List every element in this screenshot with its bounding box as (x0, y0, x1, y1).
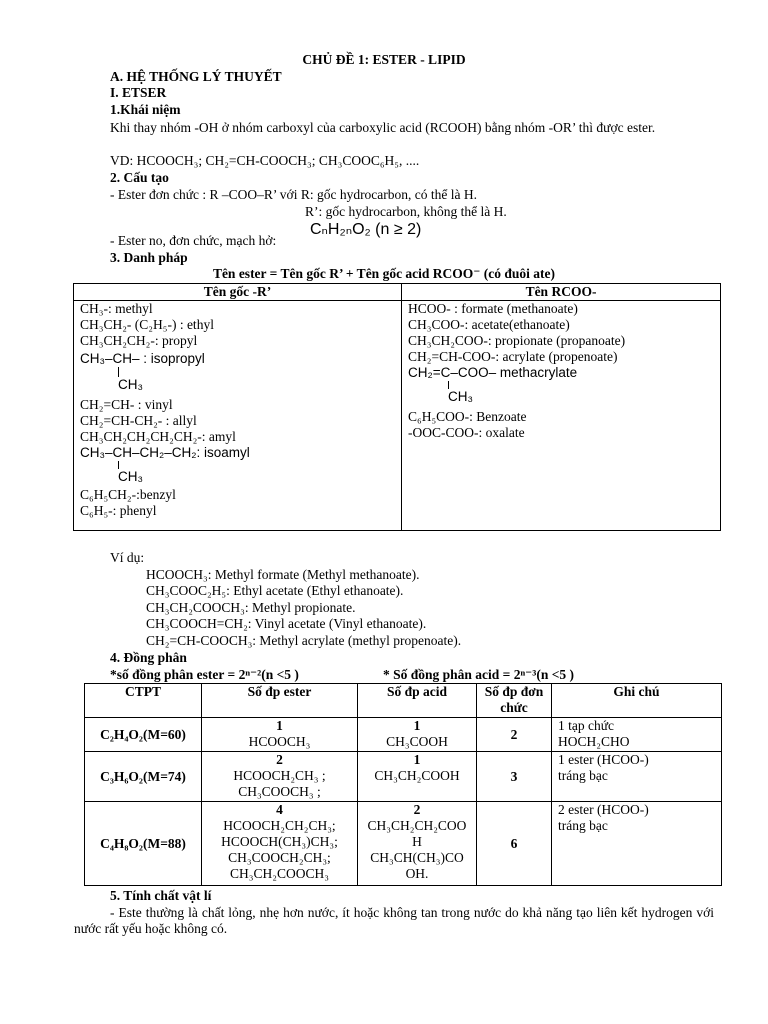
table-row (85, 718, 722, 752)
naming-rule: Tên ester = Tên gốc R’ + Tên gốc acid RCOO⁻ (có đuôi ate) (212, 266, 556, 281)
list-item-branch (80, 461, 395, 469)
cell-line: CH₃COOCH₂CH₃; (228, 850, 331, 865)
table-cell: C₂H₄O₂(M=60) (85, 718, 202, 752)
list-item: -OOC-COO-: oxalate (408, 425, 525, 440)
table-cell (552, 718, 722, 752)
vidu-label: Ví dụ: (110, 550, 145, 565)
cell-line: 2 (413, 802, 421, 817)
col-acid: Số đp acid (358, 684, 477, 718)
list-item: CH₃–CH– : isopropyl (80, 351, 205, 366)
list-item: CH₃CH₂CH₂-: propyl (80, 333, 198, 348)
cell-line: CH₃COOCH₃ ; (238, 784, 321, 799)
table-cell (202, 718, 358, 752)
list-item: CH₃–CH–CH₂–CH₂: isoamyl (80, 445, 250, 460)
heading-cau-tao: 2. Cấu tạo (110, 170, 169, 185)
example-line: VD: HCOOCH₃; CH₂=CH-COOCH₃; CH₃COOC₆H₅, .... (110, 153, 420, 168)
table-row (85, 752, 722, 802)
naming-table (73, 283, 721, 531)
cell-line: OH. (405, 866, 429, 881)
naming-head-right: Tên RCOO- (402, 284, 721, 301)
list-item: C₆H₅COO-: Benzoate (408, 409, 527, 424)
table-cell: 6 (477, 802, 552, 886)
cell-line: 1 (413, 718, 421, 733)
list-item: CH₂=C–COO– methacrylate (408, 365, 578, 380)
cell-line: HCOOCH₂CH₃ ; (233, 768, 326, 783)
list-item: HCOO- : formate (methanoate) (408, 301, 578, 316)
table-cell: C₃H₆O₂(M=74) (85, 752, 202, 802)
rcoo-names (402, 301, 721, 531)
list-item: C₆H₅-: phenyl (80, 503, 157, 518)
cell-line: CH₃CH₂CH₂COO (367, 818, 467, 833)
list-item: CH₃-: methyl (80, 301, 153, 316)
list-item: CH₃CH₂CH₂CH₂CH₂-: amyl (80, 429, 236, 444)
heading-khai-niem: 1.Khái niệm (110, 102, 181, 117)
cell-line: HOCH₂CHO (558, 734, 630, 749)
cell-line: 1 tạp chức (558, 718, 615, 733)
col-don-chuc: Số đp đơn chức (477, 684, 552, 718)
definition-paragraph: Khi thay nhóm -OH ở nhóm carboxyl của carboxylic acid (RCOOH) bằng nhóm -OR’ thì được ester. (110, 120, 656, 135)
table-cell (202, 752, 358, 802)
cell-line: CH₃COOH (386, 734, 448, 749)
naming-head-left: Tên gốc -R’ (74, 284, 402, 301)
list-item: C₆H₅CH₂-:benzyl (80, 487, 176, 502)
cell-line: CH₃CH₂COOH (374, 768, 460, 783)
structure-line-1: - Ester đơn chức : R –COO–R’ với R: gốc hydrocarbon, có thể là H. (110, 187, 478, 202)
vidu-item: CH₃COOC₂H₅: Ethyl acetate (Ethyl ethanoate). (146, 583, 404, 598)
table-cell (552, 802, 722, 886)
table-cell: 3 (477, 752, 552, 802)
list-item: CH₃CH₂- (C₂H₅-) : ethyl (80, 317, 214, 332)
cell-line: 1 (413, 752, 421, 767)
col-ghi-chu: Ghi chú (552, 684, 722, 718)
cell-line: CH₃CH(CH₃)CO (370, 850, 464, 865)
table-cell (552, 752, 722, 802)
cell-line: 2 ester (HCOO-) (558, 802, 649, 817)
cell-line: 1 (276, 718, 283, 733)
cell-line: H (412, 834, 422, 849)
col-ester: Số đp ester (202, 684, 358, 718)
physical-properties-paragraph: - Este thường là chất lỏng, nhẹ hơn nước, ít hoặc không tan trong nước do khả năng tạo liên kết hydrogen với nước rất yếu hoặc không có. (74, 905, 714, 936)
list-item-branch (80, 367, 395, 377)
heading-dong-phan: 4. Đồng phân (110, 650, 187, 665)
list-item: CH₂=CH-COO-: acrylate (propenoate) (408, 349, 618, 364)
table-cell: 2 (477, 718, 552, 752)
col-ctpt: CTPT (85, 684, 202, 718)
vidu-item: CH₃CH₂COOCH₃: Methyl propionate. (146, 600, 356, 615)
cell-line: 1 ester (HCOO-) (558, 752, 649, 767)
section-i-heading: I. ETSER (110, 85, 167, 100)
structure-line-2: R’: gốc hydrocarbon, không thể là H. (305, 204, 507, 219)
list-item: CH₃ (118, 469, 143, 484)
general-formula: CₙH₂ₙO₂ (n ≥ 2) (310, 221, 422, 238)
list-item: CH₂=CH-CH₂- : allyl (80, 413, 197, 428)
list-item: CH₃CH₂COO-: propionate (propanoate) (408, 333, 626, 348)
table-cell (358, 752, 477, 802)
list-item: CH₃COO-: acetate(ethanoate) (408, 317, 570, 332)
section-a-heading: A. HỆ THỐNG LÝ THUYẾT (110, 69, 282, 84)
r-prime-names (74, 301, 402, 531)
cell-line: 4 (276, 802, 283, 817)
vidu-item: CH₂=CH-COOCH₃: Methyl acrylate (methyl propenoate). (146, 633, 462, 648)
cell-line: HCOOCH₃ (248, 734, 311, 749)
cell-line: CH₃CH₂COOCH₃ (230, 866, 329, 881)
table-cell (202, 802, 358, 886)
list-item: CH₃ (448, 389, 473, 404)
heading-tinh-chat: 5. Tính chất vật lí (110, 888, 212, 903)
cell-line: HCOOCH₂CH₂CH₃; (223, 818, 336, 833)
ester-isomer-formula: *số đồng phân ester = 2ⁿ⁻²(n <5 ) (110, 667, 299, 682)
cell-line: tráng bạc (558, 768, 608, 783)
table-cell (358, 718, 477, 752)
table-cell (358, 802, 477, 886)
cell-line: 2 (276, 752, 283, 767)
vidu-item: HCOOCH₃: Methyl formate (Methyl methanoate). (146, 567, 420, 582)
cell-line: HCOOCH(CH₃)CH₃; (221, 834, 338, 849)
list-item: CH₂=CH- : vinyl (80, 397, 173, 412)
isomer-table (84, 683, 722, 886)
table-cell: C₄H₈O₂(M=88) (85, 802, 202, 886)
vidu-item: CH₃COOCH=CH₂: Vinyl acetate (Vinyl ethanoate). (146, 616, 427, 631)
cell-line: tráng bạc (558, 818, 608, 833)
structure-line-3: - Ester no, đơn chức, mạch hở: (110, 233, 277, 248)
list-item-branch (408, 381, 714, 389)
page-title: CHỦ ĐỀ 1: ESTER - LIPID (302, 52, 466, 67)
table-row (85, 802, 722, 886)
list-item: CH₃ (118, 377, 143, 392)
acid-isomer-formula: * Số đồng phân acid = 2ⁿ⁻³(n <5 ) (383, 667, 575, 682)
heading-danh-phap: 3. Danh pháp (110, 250, 188, 265)
